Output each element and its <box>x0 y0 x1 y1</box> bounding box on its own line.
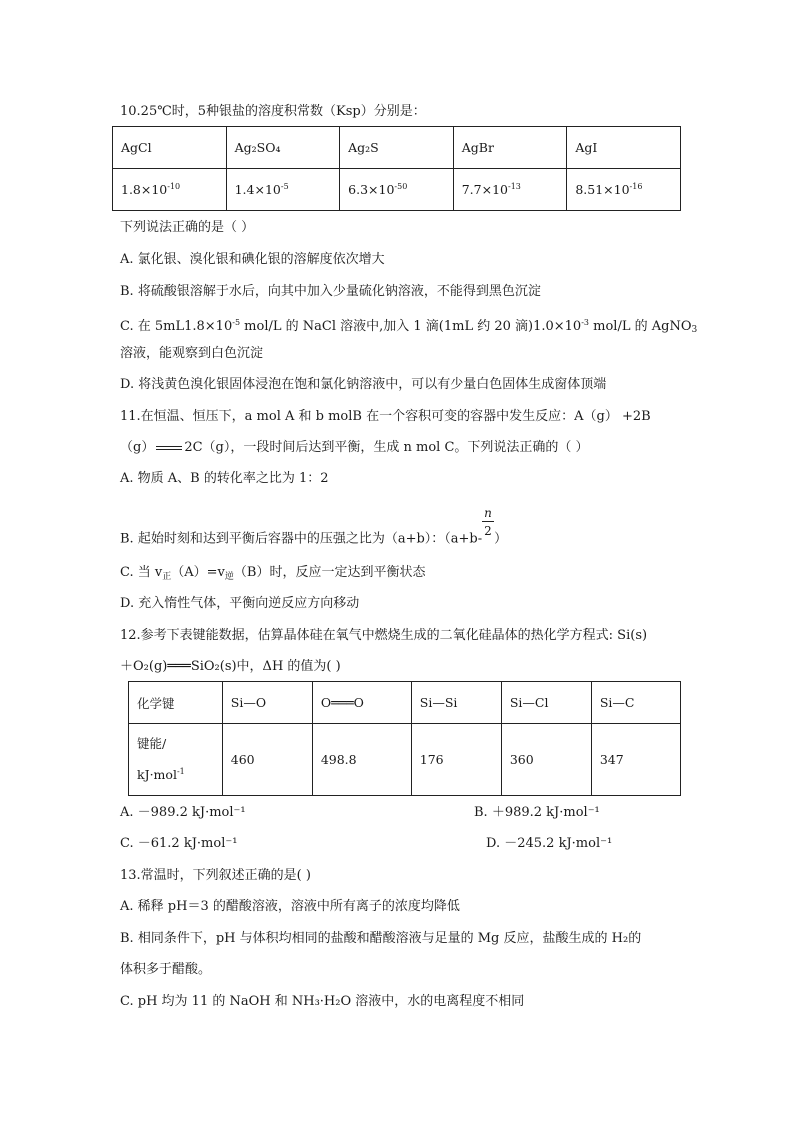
q10-option-d: D. 将浅黄色溴化银固体浸泡在饱和氯化钠溶液中，可以有少量白色固体生成窗体顶端 <box>120 377 607 392</box>
q12-option-a: A. －989.2 kJ·mol⁻¹ <box>120 805 246 820</box>
q12-option-d: D. －245.2 kJ·mol⁻¹ <box>486 836 613 851</box>
q12-stem-line1: 12.参考下表键能数据，估算晶体硅在氧气中燃烧生成的二氧化硅晶体的热化学方程式: Si(s) <box>120 628 648 643</box>
q12-option-c: C. －61.2 kJ·mol⁻¹ <box>120 836 238 851</box>
table-cell: 460 <box>222 724 312 796</box>
table-cell: 176 <box>411 724 501 796</box>
q13-stem: 13.常温时，下列叙述正确的是( ) <box>120 868 311 883</box>
table-cell: $7.7\times 10^{-13}$ <box>453 169 567 211</box>
table-cell: $1.8\times 10^{-10}$ <box>113 169 227 211</box>
q10-stem: 10.25℃时，5种银盐的溶度积常数（Ksp）分别是： <box>120 104 426 119</box>
q10-option-a: A. 氯化银、溴化银和碘化银的溶解度依次增大 <box>120 252 385 267</box>
table-cell: AgCl <box>113 127 227 169</box>
q11-option-d: D. 充入惰性气体，平衡向逆反应方向移动 <box>120 596 360 611</box>
table-cell: 化学键 <box>129 682 223 724</box>
q11-option-c: C. 当 $v_正(A)=v_逆(B)$时，反应一定达到平衡状态 <box>120 565 426 582</box>
table-cell: $8.51\times 10^{-16}$ <box>567 169 681 211</box>
q12-header-row <box>129 682 681 724</box>
q11-stem-line2: （g） 2C（g），一段时间后达到平衡，生成 n mol C。下列说法正确的（ ） <box>120 440 589 455</box>
table-cell: Si—Cl <box>501 682 591 724</box>
table-cell: $6.3\times 10^{-50}$ <box>340 169 454 211</box>
equilibrium-arrow-icon <box>156 446 182 450</box>
q10-values-row <box>113 169 681 211</box>
q12-option-b: B. ＋989.2 kJ·mol⁻¹ <box>474 805 600 820</box>
table-cell: Si—C <box>591 682 680 724</box>
table-cell: 360 <box>501 724 591 796</box>
table-cell: 498.8 <box>312 724 411 796</box>
table-cell: 347 <box>591 724 680 796</box>
table-cell: Si—Si <box>411 682 501 724</box>
table-cell: Ag₂SO₄ <box>226 127 340 169</box>
q10-option-c-line1: C. 在 $5mL1.8\times 10^{-5}$ mol/L 的 NaCl 溶液中,加入 1 滴(1mL 约 20 滴)$1.0\times 10^{-3}$ mol/L 的 AgNO$_3$ <box>120 318 698 335</box>
table-cell: O═══O <box>312 682 411 724</box>
table-cell: 键能/ kJ·mol$^{-1}$ <box>129 724 223 796</box>
table-cell: AgBr <box>453 127 567 169</box>
q11-option-b: B. 起始时刻和达到平衡后容器中的压强之比为（a+b）：（a+b- $\frac{n}{2}$ ） <box>120 506 508 547</box>
q13-option-c: C. pH 均为 11 的 NaOH 和 NH₃·H₂O 溶液中，水的电离程度不相同 <box>120 994 525 1009</box>
table-cell: Si—O <box>222 682 312 724</box>
q11-option-a: A. 物质 A、B 的转化率之比为 1：2 <box>120 471 329 486</box>
fraction-n-over-2: $\frac{n}{2}$ <box>482 530 494 548</box>
q10-ksp-table <box>112 126 681 211</box>
q13-option-b-line2: 体积多于醋酸。 <box>120 962 212 977</box>
q12-bond-energy-table <box>128 681 681 796</box>
q11-stem-line1: 11.在恒温、恒压下，a mol A 和 b molB 在一个容积可变的容器中发生反应：A（g） +2B <box>120 409 651 424</box>
q10-prompt: 下列说法正确的是（ ） <box>120 220 255 235</box>
q12-stem-line2: ＋O₂(g)═══SiO₂(s)中，ΔH 的值为( ) <box>120 659 341 674</box>
q12-values-row <box>129 724 681 796</box>
q13-option-b-line1: B. 相同条件下，pH 与体积均相同的盐酸和醋酸溶液与足量的 Mg 反应，盐酸生成的 H₂的 <box>120 931 642 946</box>
q10-header-row <box>113 127 681 169</box>
table-cell: Ag₂S <box>340 127 454 169</box>
q10-option-c-line2: 溶液，能观察到白色沉淀 <box>120 346 264 361</box>
q13-option-a: A. 稀释 pH＝3 的醋酸溶液，溶液中所有离子的浓度均降低 <box>120 899 460 914</box>
table-cell: $1.4\times 10^{-5}$ <box>226 169 340 211</box>
q10-option-b: B. 将硫酸银溶解于水后，向其中加入少量硫化钠溶液，不能得到黑色沉淀 <box>120 284 541 299</box>
table-cell: AgI <box>567 127 681 169</box>
